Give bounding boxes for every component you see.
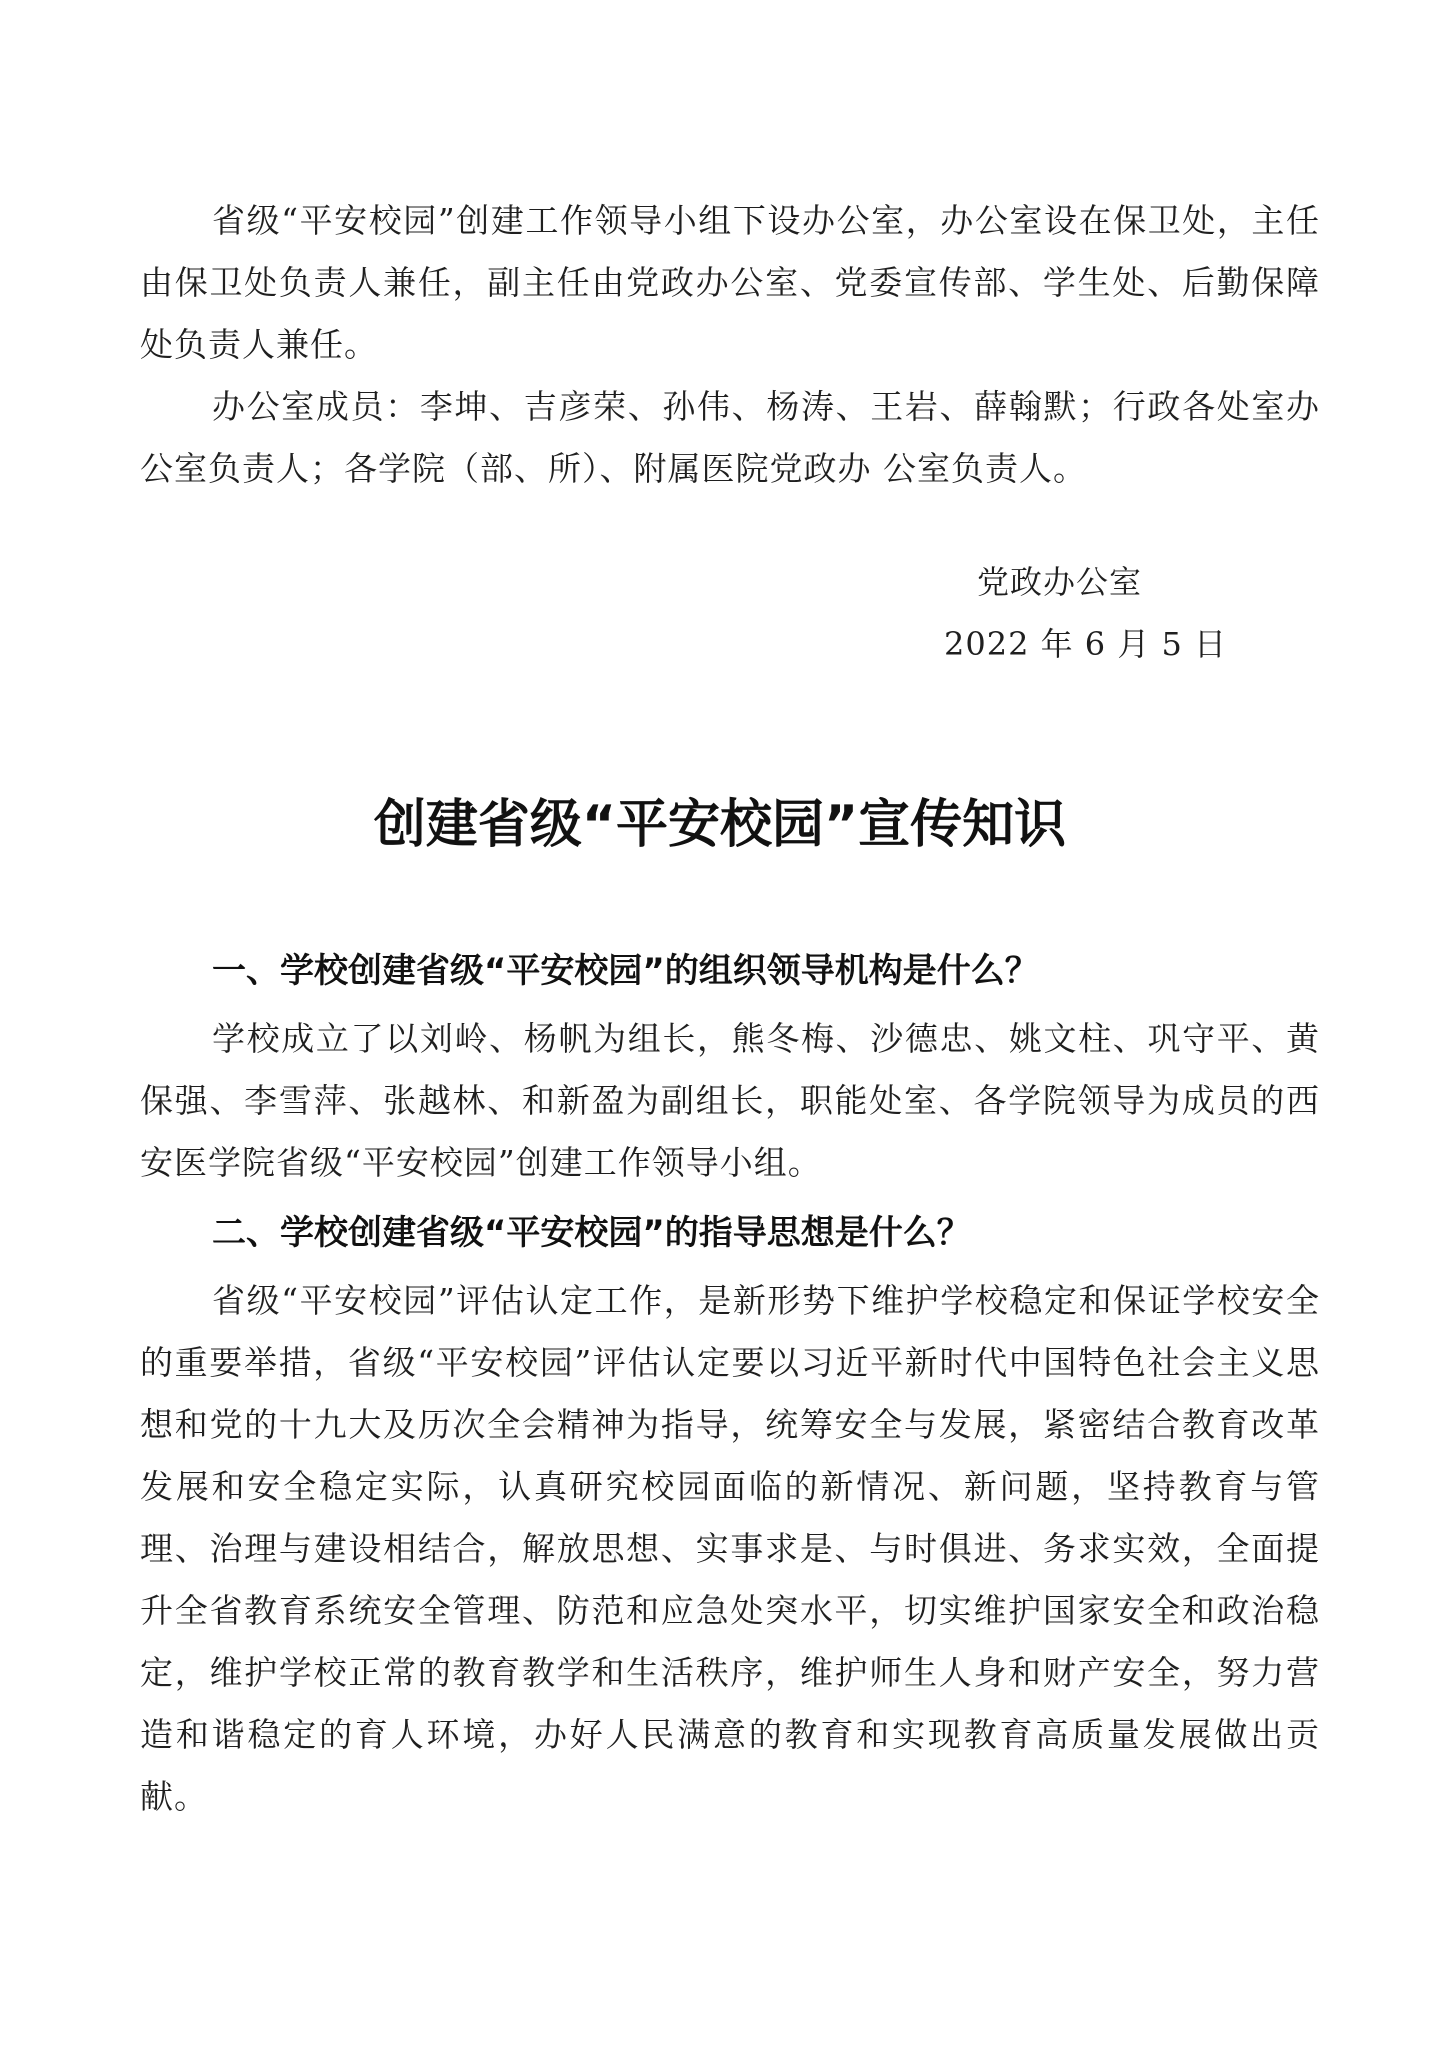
issue-date: 2022 年 6 月 5 日 bbox=[944, 625, 1228, 663]
issuer-name: 党政办公室 bbox=[977, 563, 1143, 601]
page-title: 创建省级“平安校园”宣传知识 bbox=[373, 795, 1067, 855]
office-members-paragraph: 办公室成员：李坤、吉彦荣、孙伟、杨涛、王岩、薛翰默；行政各处室办公室负责人；各学院（部、所）、附属医院党政办 公室负责人。 bbox=[140, 387, 1320, 488]
question-heading-2: 二、学校创建省级“平安校园”的指导思想是什么？ bbox=[212, 1213, 971, 1253]
question-answer-2: 省级“平安校园”评估认定工作，是新形势下维护学校稳定和保证学校安全的重要举措，省级“平安校园”评估认定要以习近平新时代中国特色社会主义思想和党的十九大及历次全会精神为指导，统筹安全与发展，紧密结合教育改革发展和安全稳定实际，认真研究校园面临的新情况、新问题，坚持教育与管理、治理与建设相结合，解放思想、实事求是、与时俱进、务求实效，全面提升全省教育系统安全管理、防范和应急处突水平，切实维护国家安全和政治稳定，维护学校正常的教育教学和生活秩序，维护师生人身和财产安全，努力营造和谐稳定的育人环境，办好人民满意的教育和实现教育高质量发展做出贡献。 bbox=[140, 1281, 1320, 1816]
office-setup-paragraph: 省级“平安校园”创建工作领导小组下设办公室，办公室设在保卫处，主任由保卫处负责人兼任，副主任由党政办公室、党委宣传部、学生处、后勤保障处负责人兼任。 bbox=[140, 201, 1320, 364]
question-heading-1: 一、学校创建省级“平安校园”的组织领导机构是什么？ bbox=[212, 951, 1039, 991]
question-answer-1: 学校成立了以刘岭、杨帆为组长，熊冬梅、沙德忠、姚文柱、巩守平、黄保强、李雪萍、张越林、和新盈为副组长，职能处室、各学院领导为成员的西安医学院省级“平安校园”创建工作领导小组。 bbox=[140, 1019, 1320, 1182]
